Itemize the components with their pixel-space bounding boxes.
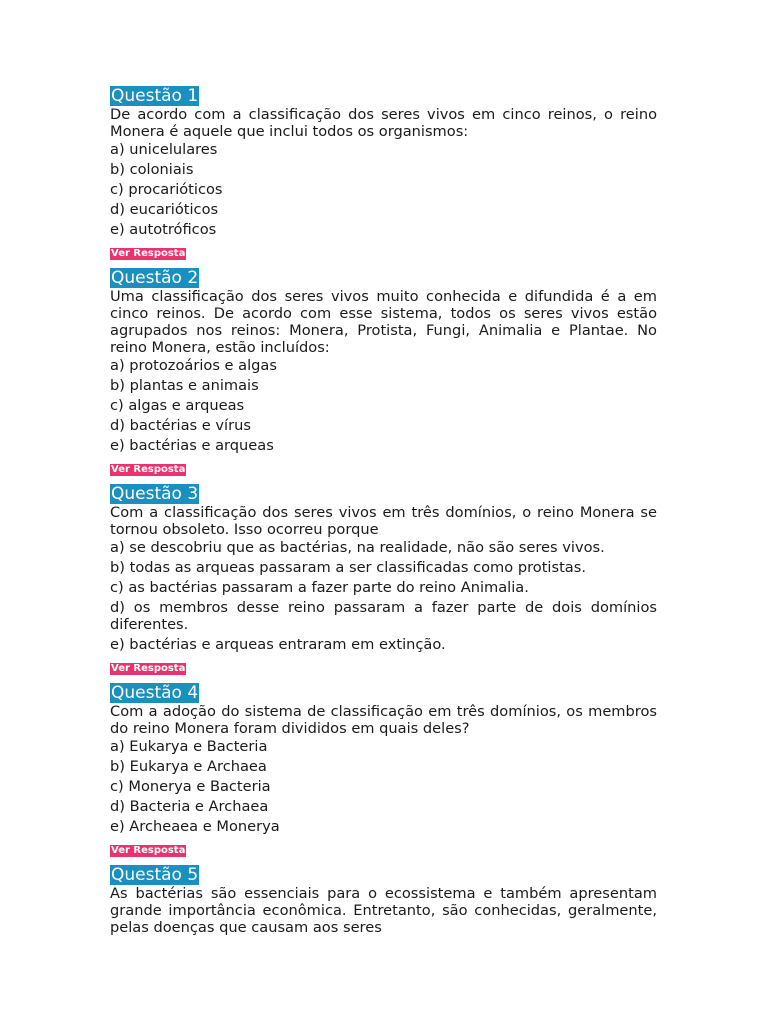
- option-list: [110, 539, 657, 653]
- option-e: e) autotróficos: [110, 221, 217, 238]
- option-e: e) bactérias e arqueas: [110, 437, 274, 454]
- option-c: c) algas e arqueas: [110, 397, 245, 414]
- see-answer-button[interactable]: Ver Resposta: [111, 464, 186, 475]
- option-d: d) os membros desse reino passaram a fazer parte de dois domínios diferentes.: [110, 599, 657, 633]
- option-e: e) Archeaea e Monerya: [110, 818, 280, 835]
- question-list: [110, 86, 657, 936]
- option-b: b) coloniais: [110, 161, 194, 178]
- question-text: Uma classificação dos seres vivos muito conhecida e difundida é a em cinco reinos. De acordo com esse sistema, todos os seres vivos estão agrupados nos reinos: Monera, Protista, Fungi, Animalia e Plantae. No reino Monera, estão incluídos:: [110, 288, 657, 356]
- option-d: d) bactérias e vírus: [110, 417, 251, 434]
- option-a: a) se descobriu que as bactérias, na realidade, não são seres vivos.: [110, 539, 605, 556]
- see-answer-button[interactable]: Ver Resposta: [111, 248, 186, 259]
- option-d: d) eucarióticos: [110, 201, 219, 218]
- question-text: De acordo com a classificação dos seres vivos em cinco reinos, o reino Monera é aquele que inclui todos os organismos:: [110, 106, 657, 140]
- question-2: [110, 268, 657, 484]
- question-title: Questão 3: [111, 484, 199, 504]
- option-c: c) as bactérias passaram a fazer parte do reino Animalia.: [110, 579, 529, 596]
- see-answer-button[interactable]: Ver Resposta: [111, 845, 186, 856]
- option-c: c) Monerya e Bacteria: [110, 778, 271, 795]
- option-list: [110, 738, 657, 835]
- option-a: a) unicelulares: [110, 141, 218, 158]
- question-1: [110, 86, 657, 268]
- option-b: b) plantas e animais: [110, 377, 259, 394]
- question-text: Com a adoção do sistema de classificação em três domínios, os membros do reino Monera foram divididos em quais deles?: [110, 703, 657, 737]
- option-b: b) Eukarya e Archaea: [110, 758, 267, 775]
- question-text: Com a classificação dos seres vivos em três domínios, o reino Monera se tornou obsoleto. Isso ocorreu porque: [110, 504, 657, 538]
- question-title: Questão 2: [111, 268, 199, 288]
- question-title: Questão 5: [111, 865, 199, 885]
- option-b: b) todas as arqueas passaram a ser classificadas como protistas.: [110, 559, 586, 576]
- see-answer-button[interactable]: Ver Resposta: [111, 663, 186, 674]
- option-a: a) Eukarya e Bacteria: [110, 738, 268, 755]
- option-c: c) procarióticos: [110, 181, 223, 198]
- question-3: [110, 484, 657, 683]
- option-d: d) Bacteria e Archaea: [110, 798, 269, 815]
- option-list: [110, 357, 657, 454]
- option-a: a) protozoários e algas: [110, 357, 277, 374]
- question-5: [110, 865, 657, 936]
- question-title: Questão 1: [111, 86, 199, 106]
- option-list: [110, 141, 657, 238]
- option-e: e) bactérias e arqueas entraram em extinção.: [110, 636, 446, 653]
- question-4: [110, 683, 657, 865]
- question-title: Questão 4: [111, 683, 199, 703]
- question-text: As bactérias são essenciais para o ecossistema e também apresentam grande importância econômica. Entretanto, são conhecidas, geralmente, pelas doenças que causam aos seres: [110, 885, 657, 936]
